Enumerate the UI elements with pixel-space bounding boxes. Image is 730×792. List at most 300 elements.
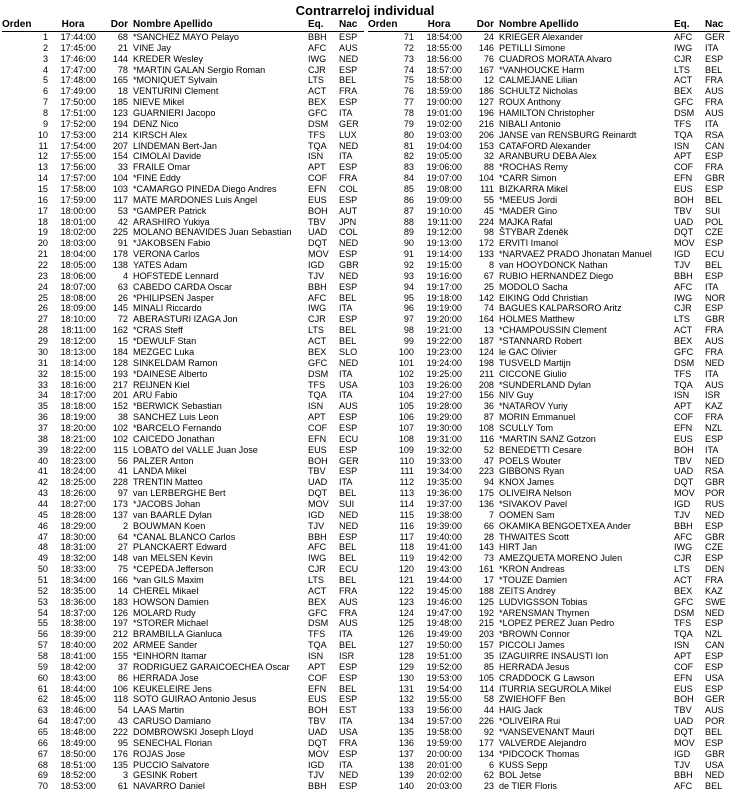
cell-orden: 128 [398, 650, 414, 661]
cell-equipo: BEX [308, 97, 327, 108]
cell-equipo: DQT [674, 227, 694, 238]
cell-nombre: NAVARRO Daniel [133, 781, 205, 792]
table-row [368, 662, 730, 673]
cell-equipo: IGD [308, 509, 325, 520]
cell-hora: 18:57:00 [426, 64, 462, 75]
cell-nacion: BEL [339, 574, 357, 585]
table-row [368, 640, 730, 651]
table-row [2, 412, 364, 423]
cell-nombre: PETILLI Simone [499, 42, 566, 53]
cell-nacion: ITA [339, 390, 353, 401]
cell-dor: 196 [478, 108, 494, 119]
cell-equipo: DQT [308, 238, 328, 249]
cell-nombre: *BARCELO Fernando [133, 422, 222, 433]
cell-orden: 121 [398, 574, 414, 585]
cell-dor: 18 [117, 86, 128, 97]
cell-hora: 17:53:00 [60, 129, 96, 140]
cell-orden: 2 [42, 42, 48, 53]
cell-orden: 13 [37, 162, 48, 173]
cell-nombre: CARUSO Damiano [133, 716, 211, 727]
cell-dor: 178 [112, 249, 128, 260]
table-row [2, 86, 364, 97]
cell-nacion: ESP [339, 661, 358, 672]
cell-equipo: TQA [308, 140, 327, 151]
cell-orden: 77 [403, 97, 414, 108]
cell-nombre: HAMILTON Christopher [499, 108, 595, 119]
cell-orden: 16 [37, 194, 48, 205]
cell-nacion: ITA [705, 281, 719, 292]
header-orden: Orden [2, 19, 32, 30]
cell-equipo: DQT [674, 727, 694, 737]
cell-dor: 98 [483, 227, 494, 238]
cell-nombre: CATAFORD Alexander [499, 140, 591, 151]
cell-hora: 19:51:00 [426, 650, 462, 661]
cell-nacion: CAN [705, 640, 725, 651]
cell-nacion: BEL [339, 683, 357, 694]
cell-orden: 105 [398, 401, 414, 412]
cell-equipo: CJR [308, 564, 326, 575]
cell-dor: 4 [122, 270, 128, 281]
cell-nacion: NED [339, 140, 359, 151]
cell-orden: 42 [37, 477, 48, 488]
cell-equipo: IGD [308, 260, 325, 271]
cell-equipo: EFN [308, 433, 327, 444]
cell-equipo: TQA [308, 640, 327, 651]
cell-nacion: ESP [705, 53, 724, 64]
cell-equipo: AFC [308, 42, 327, 53]
cell-nacion: ESP [339, 781, 358, 792]
cell-nombre: *NARVAEZ PRADO Jhonatan Manuel [499, 249, 652, 260]
cell-equipo: DSM [308, 118, 329, 129]
cell-hora: 18:28:00 [60, 509, 96, 520]
cell-dor: 102 [112, 422, 128, 433]
cell-nombre: ROUX Anthony [499, 97, 561, 108]
cell-hora: 19:10:00 [426, 205, 462, 216]
cell-dor: 143 [478, 542, 494, 553]
cell-hora: 18:31:00 [60, 542, 96, 553]
cell-orden: 91 [403, 249, 414, 260]
table-row [2, 499, 364, 510]
cell-nacion: ESP [705, 520, 724, 531]
cell-dor: 142 [478, 292, 494, 303]
table-row [368, 781, 730, 792]
cell-nacion: CZE [705, 542, 724, 553]
cell-hora: 18:33:00 [60, 564, 96, 575]
cell-equipo: EFN [308, 683, 327, 694]
cell-hora: 18:07:00 [60, 281, 96, 292]
cell-equipo: ISN [674, 140, 690, 151]
cell-equipo: AFC [674, 531, 693, 542]
cell-dor: 88 [483, 162, 494, 173]
cell-nacion: ESP [705, 553, 724, 564]
cell-equipo: ISN [308, 650, 324, 661]
table-row [2, 369, 364, 380]
cell-orden: 6 [42, 86, 48, 97]
cell-nacion: COL [339, 184, 358, 195]
cell-hora: 19:21:00 [426, 325, 462, 336]
cell-orden: 103 [398, 379, 414, 390]
cell-hora: 18:55:00 [426, 42, 462, 53]
table-row [368, 336, 730, 347]
cell-hora: 18:11:00 [61, 325, 96, 336]
cell-equipo: MOV [308, 748, 329, 759]
cell-orden: 18 [37, 216, 48, 227]
cell-equipo: UAD [308, 727, 328, 737]
cell-nacion: BEL [339, 488, 357, 499]
cell-equipo: UAD [674, 716, 694, 727]
cell-nombre: SCULLY Tom [499, 422, 554, 433]
cell-nacion: AUS [705, 86, 724, 97]
cell-orden: 136 [398, 737, 414, 748]
cell-orden: 78 [403, 108, 414, 119]
cell-hora: 18:58:00 [426, 75, 462, 86]
cell-nombre: VINE Jay [133, 42, 171, 53]
cell-orden: 23 [37, 270, 48, 281]
cell-nacion: ITA [339, 477, 353, 488]
cell-equipo: COF [308, 672, 328, 683]
table-row [2, 564, 364, 575]
table-row [2, 75, 364, 86]
table-row [368, 575, 730, 586]
table-row [2, 173, 364, 184]
cell-equipo: TBV [674, 205, 692, 216]
cell-dor: 66 [483, 520, 494, 531]
cell-nacion: ECU [339, 433, 359, 444]
cell-orden: 99 [403, 336, 414, 347]
cell-nombre: CICCONE Giulio [499, 368, 567, 379]
cell-equipo: GFC [674, 97, 694, 108]
cell-nacion: ESP [339, 412, 358, 423]
cell-dor: 152 [112, 401, 128, 412]
table-row [368, 694, 730, 705]
cell-dor: 63 [117, 281, 128, 292]
cell-orden: 135 [398, 727, 414, 737]
table-row [368, 173, 730, 184]
cell-equipo: TFS [674, 618, 692, 629]
cell-equipo: COF [674, 661, 694, 672]
cell-equipo: ACT [308, 585, 327, 596]
cell-orden: 118 [399, 542, 414, 553]
cell-equipo: MOV [674, 737, 695, 748]
cell-hora: 17:48:00 [60, 75, 96, 86]
cell-equipo: UAD [674, 216, 694, 227]
table-row [2, 434, 364, 445]
table-row [368, 141, 730, 152]
cell-nacion: FRA [705, 162, 724, 173]
cell-hora: 18:59:00 [426, 86, 462, 97]
cell-orden: 96 [403, 303, 414, 314]
table-row [2, 618, 364, 629]
table-row [2, 521, 364, 532]
cell-nombre: BENEDETTI Cesare [499, 444, 582, 455]
cell-nombre: SCHULTZ Nicholas [499, 86, 578, 97]
cell-nacion: LUX [339, 129, 357, 140]
cell-hora: 19:03:00 [426, 129, 462, 140]
cell-dor: 36 [483, 401, 494, 412]
cell-dor: 28 [483, 531, 494, 542]
cell-nacion: ECU [339, 564, 359, 575]
cell-dor: 197 [112, 618, 128, 629]
table-row [368, 293, 730, 304]
cell-dor: 216 [478, 118, 494, 129]
cell-orden: 126 [398, 629, 414, 640]
cell-nacion: NED [339, 53, 359, 64]
cell-nacion: EST [339, 705, 357, 716]
cell-nacion: SUI [339, 498, 355, 509]
cell-dor: 215 [478, 618, 494, 629]
cell-equipo: TQA [674, 629, 693, 640]
cell-hora: 18:46:00 [60, 705, 96, 716]
cell-orden: 3 [42, 53, 48, 64]
cell-hora: 19:39:00 [426, 520, 462, 531]
cell-equipo: APT [308, 162, 326, 173]
cell-nombre: *MONIQUET Sylvain [133, 75, 218, 86]
cell-hora: 19:58:00 [426, 727, 462, 737]
table-row [2, 716, 364, 727]
cell-dor: 125 [478, 596, 494, 607]
cell-dor: 166 [112, 574, 128, 585]
cell-nombre: *MARTIN SANZ Gotzon [499, 433, 596, 444]
cell-nombre: HERRADA Jesus [499, 661, 570, 672]
cell-dor: 62 [483, 770, 494, 781]
cell-dor: 155 [112, 650, 128, 661]
cell-orden: 123 [398, 596, 414, 607]
table-row [368, 401, 730, 412]
cell-orden: 83 [403, 162, 414, 173]
cell-nacion: ESP [339, 32, 358, 42]
cell-hora: 18:53:00 [60, 781, 96, 792]
cell-dor: 165 [112, 75, 128, 86]
cell-dor: 13 [483, 325, 494, 336]
table-row [368, 282, 730, 293]
cell-orden: 82 [403, 151, 414, 162]
cell-orden: 56 [37, 629, 48, 640]
cell-hora: 19:12:00 [426, 227, 462, 238]
cell-nombre: FRAILE Omar [133, 162, 191, 173]
cell-equipo: BOH [674, 444, 694, 455]
cell-hora: 19:48:00 [426, 618, 462, 629]
cell-nombre: NIBALI Antonio [499, 118, 561, 129]
cell-nombre: *EINHORN Itamar [133, 650, 207, 661]
cell-orden: 80 [403, 129, 414, 140]
cell-nacion: ESP [339, 531, 358, 542]
table-row [368, 705, 730, 716]
cell-nombre: OKAMIKA BENGOETXEA Ander [499, 520, 631, 531]
cell-dor: 128 [112, 357, 128, 368]
cell-nombre: ERVITI Imanol [499, 238, 558, 249]
cell-equipo: GFC [674, 346, 694, 357]
cell-nacion: GER [705, 32, 725, 42]
cell-hora: 19:55:00 [426, 694, 462, 705]
cell-nacion: AUS [339, 618, 358, 629]
cell-nacion: FRA [339, 86, 358, 97]
cell-nombre: ITURRIA SEGUROLA Mikel [499, 683, 612, 694]
table-row [368, 119, 730, 130]
cell-nombre: DENZ Nico [133, 118, 179, 129]
cell-orden: 132 [398, 694, 414, 705]
cell-hora: 19:13:00 [426, 238, 462, 249]
cell-hora: 18:26:00 [60, 488, 96, 499]
table-row [2, 553, 364, 564]
cell-dor: 138 [112, 260, 128, 271]
cell-equipo: COF [674, 412, 694, 423]
cell-orden: 130 [398, 672, 414, 683]
cell-nombre: CAICEDO Jonathan [133, 433, 215, 444]
cell-hora: 18:17:00 [60, 390, 96, 401]
cell-hora: 19:11:00 [427, 216, 462, 227]
cell-dor: 198 [478, 357, 494, 368]
cell-equipo: UAD [674, 466, 694, 477]
cell-nombre: *JAKOBSEN Fabio [133, 238, 211, 249]
cell-nombre: HERRADA Jose [133, 672, 199, 683]
table-row [2, 510, 364, 521]
cell-nombre: OLIVEIRA Nelson [499, 488, 572, 499]
cell-orden: 14 [37, 173, 48, 184]
cell-hora: 17:59:00 [60, 194, 96, 205]
cell-orden: 71 [403, 32, 414, 42]
cell-orden: 84 [403, 173, 414, 184]
table-row [2, 727, 364, 738]
cell-hora: 18:29:00 [60, 520, 96, 531]
cell-hora: 17:52:00 [60, 118, 96, 129]
cell-orden: 10 [37, 129, 48, 140]
cell-hora: 19:56:00 [426, 705, 462, 716]
cell-nacion: ESP [705, 151, 724, 162]
cell-nombre: ABERASTURI IZAGA Jon [133, 314, 238, 325]
table-row [2, 466, 364, 477]
cell-dor: 116 [479, 433, 494, 444]
cell-hora: 20:01:00 [426, 759, 462, 770]
cell-dor: 67 [483, 270, 494, 281]
cell-dor: 104 [112, 173, 128, 184]
cell-hora: 19:17:00 [426, 281, 462, 292]
cell-hora: 17:57:00 [60, 173, 96, 184]
cell-dor: 53 [117, 205, 128, 216]
cell-orden: 4 [42, 64, 48, 75]
cell-orden: 37 [37, 422, 48, 433]
cell-nacion: ESP [705, 683, 724, 694]
cell-equipo: TJV [674, 509, 691, 520]
cell-dor: 23 [483, 781, 494, 792]
cell-nombre: *JACOBS Johan [133, 498, 201, 509]
cell-dor: 228 [112, 477, 128, 488]
cell-orden: 46 [37, 520, 48, 531]
cell-equipo: APT [674, 650, 692, 661]
table-row [2, 705, 364, 716]
cell-equipo: GFC [674, 596, 694, 607]
cell-equipo: DSM [674, 357, 695, 368]
cell-dor: 106 [112, 683, 128, 694]
cell-nombre: BRAMBILLA Gianluca [133, 629, 222, 640]
cell-nacion: ITA [705, 118, 719, 129]
cell-dor: 226 [478, 716, 494, 727]
cell-equipo: TBV [674, 455, 692, 466]
cell-nombre: *VANSEVENANT Mauri [499, 727, 595, 737]
cell-nacion: CZE [705, 227, 724, 238]
table-row [368, 542, 730, 553]
cell-hora: 18:43:00 [60, 672, 96, 683]
cell-hora: 18:38:00 [60, 618, 96, 629]
cell-orden: 15 [37, 184, 48, 195]
cell-orden: 98 [403, 325, 414, 336]
cell-dor: 47 [483, 455, 494, 466]
table-row [2, 651, 364, 662]
cell-orden: 131 [398, 683, 414, 694]
cell-nacion: ESP [339, 444, 358, 455]
cell-nombre: CIMOLAI Davide [133, 151, 202, 162]
cell-hora: 19:28:00 [426, 401, 462, 412]
cell-nombre: KNOX James [499, 477, 555, 488]
cell-orden: 60 [37, 672, 48, 683]
cell-nombre: TRENTIN Matteo [133, 477, 203, 488]
cell-dor: 206 [478, 129, 494, 140]
cell-nacion: DEN [705, 564, 725, 575]
cell-dor: 193 [112, 368, 128, 379]
cell-nacion: ISR [339, 650, 355, 661]
cell-orden: 39 [37, 444, 48, 455]
cell-orden: 38 [37, 433, 48, 444]
cell-nacion: FRA [705, 75, 724, 86]
cell-dor: 126 [112, 607, 128, 618]
cell-dor: 115 [113, 444, 128, 455]
cell-orden: 137 [398, 748, 414, 759]
cell-dor: 58 [483, 694, 494, 705]
cell-nacion: AUS [339, 42, 358, 53]
cell-dor: 104 [478, 173, 494, 184]
cell-hora: 19:40:00 [426, 531, 462, 542]
cell-dor: 74 [483, 303, 494, 314]
cell-orden: 27 [37, 314, 48, 325]
cell-dor: 25 [483, 281, 494, 292]
cell-dor: 68 [117, 32, 128, 42]
cell-dor: 144 [112, 53, 128, 64]
cell-nombre: HOLMES Matthew [499, 314, 575, 325]
table-row [368, 716, 730, 727]
cell-equipo: EUS [674, 433, 693, 444]
cell-hora: 18:25:00 [60, 477, 96, 488]
cell-nombre: HOFSTEDE Lennard [133, 270, 219, 281]
cell-nombre: van BAARLE Dylan [133, 509, 212, 520]
cell-orden: 125 [398, 618, 414, 629]
cell-nombre: *CEPEDA Jefferson [133, 564, 214, 575]
cell-hora: 19:01:00 [426, 108, 462, 119]
cell-nacion: COL [339, 227, 358, 238]
cell-dor: 208 [478, 379, 494, 390]
cell-nacion: FRA [339, 607, 358, 618]
cell-orden: 65 [37, 727, 48, 737]
cell-equipo: TJV [674, 260, 691, 271]
table-row [368, 271, 730, 282]
cell-nombre: *GAMPER Patrick [133, 205, 207, 216]
cell-hora: 19:00:00 [426, 97, 462, 108]
cell-orden: 26 [37, 303, 48, 314]
cell-hora: 18:32:00 [60, 553, 96, 564]
cell-dor: 136 [478, 498, 494, 509]
cell-hora: 19:04:00 [426, 140, 462, 151]
cell-dor: 223 [478, 466, 494, 477]
cell-nombre: *SANCHEZ MAYO Pelayo [133, 32, 239, 42]
cell-orden: 21 [37, 249, 48, 260]
cell-dor: 214 [112, 129, 128, 140]
table-row [368, 510, 730, 521]
cell-dor: 42 [117, 216, 128, 227]
cell-nacion: NED [339, 238, 359, 249]
cell-hora: 20:03:00 [426, 781, 462, 792]
cell-hora: 18:40:00 [60, 640, 96, 651]
cell-orden: 140 [398, 781, 414, 792]
cell-nacion: BEL [339, 325, 357, 336]
cell-equipo: BBH [308, 531, 327, 542]
